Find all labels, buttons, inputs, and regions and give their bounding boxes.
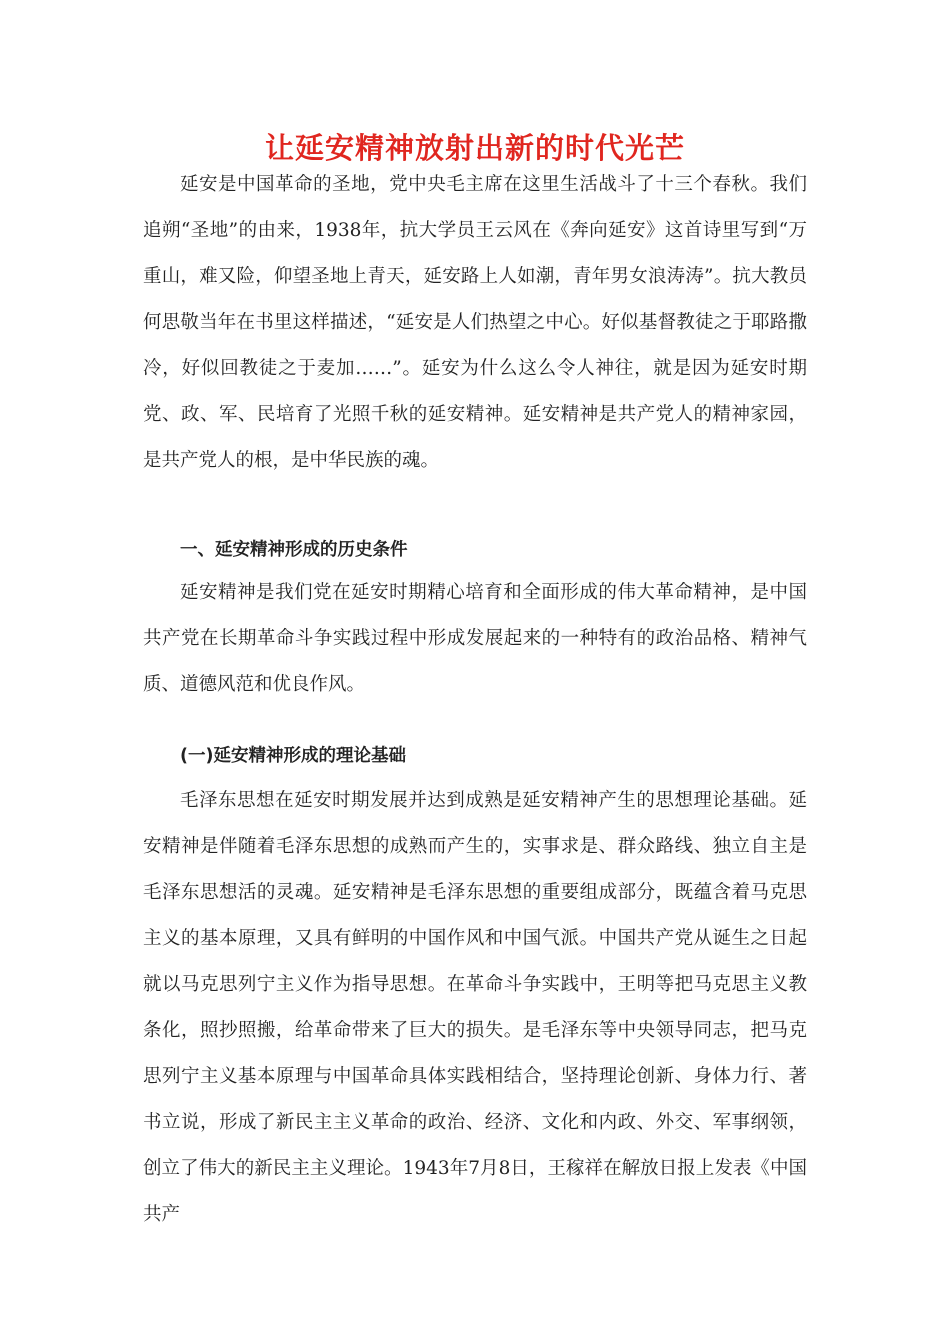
section-paragraph: 延安精神是我们党在延安时期精心培育和全面形成的伟大革命精神，是中国共产党在长期革命斗争实践过程中形成发展起来的一种特有的政治品格、精神气质、道德风范和优良作风。 [143, 582, 807, 695]
document-title: 让延安精神放射出新的时代光芒 [264, 131, 685, 165]
intro-paragraph: 延安是中国革命的圣地，党中央毛主席在这里生活战斗了十三个春秋。我们追朔“圣地”的由来，1938年，抗大学员王云风在《奔向延安》这首诗里写到“万重山，难又险，仰望圣地上青天，延安路上人如潮，青年男女浪涛涛”。抗大教员何思敬当年在书里这样描述，“延安是人们热望之中心。好似基督教徒之于耶路撒冷，好似回教徒之于麦加……”。延安为什么这么令人神往，就是因为延安时期党、政、军、民培育了光照千秋的延安精神。延安精神是共产党人的精神家园，是共产党人的根，是中华民族的魂。 [143, 174, 807, 471]
subsection-heading: (一)延安精神形成的理论基础 [180, 746, 406, 766]
subsection-paragraph: 毛泽东思想在延安时期发展并达到成熟是延安精神产生的思想理论基础。延安精神是伴随着毛泽东思想的成熟而产生的，实事求是、群众路线、独立自主是毛泽东思想活的灵魂。延安精神是毛泽东思想的重要组成部分，既蕴含着马克思主义的基本原理，又具有鲜明的中国作风和中国气派。中国共产党从诞生之日起就以马克思列宁主义作为指导思想。在革命斗争实践中，王明等把马克思主义教条化，照抄照搬，给革命带来了巨大的损失。是毛泽东等中央领导同志，把马克思列宁主义基本原理与中国革命具体实践相结合，坚持理论创新、身体力行、著书立说，形成了新民主主义革命的政治、经济、文化和内政、外交、军事纲领，创立了伟大的新民主主义理论。1943年7月8日，王稼祥在解放日报上发表《中国共产 [143, 790, 807, 1225]
section-heading: 一、延安精神形成的历史条件 [180, 540, 408, 560]
